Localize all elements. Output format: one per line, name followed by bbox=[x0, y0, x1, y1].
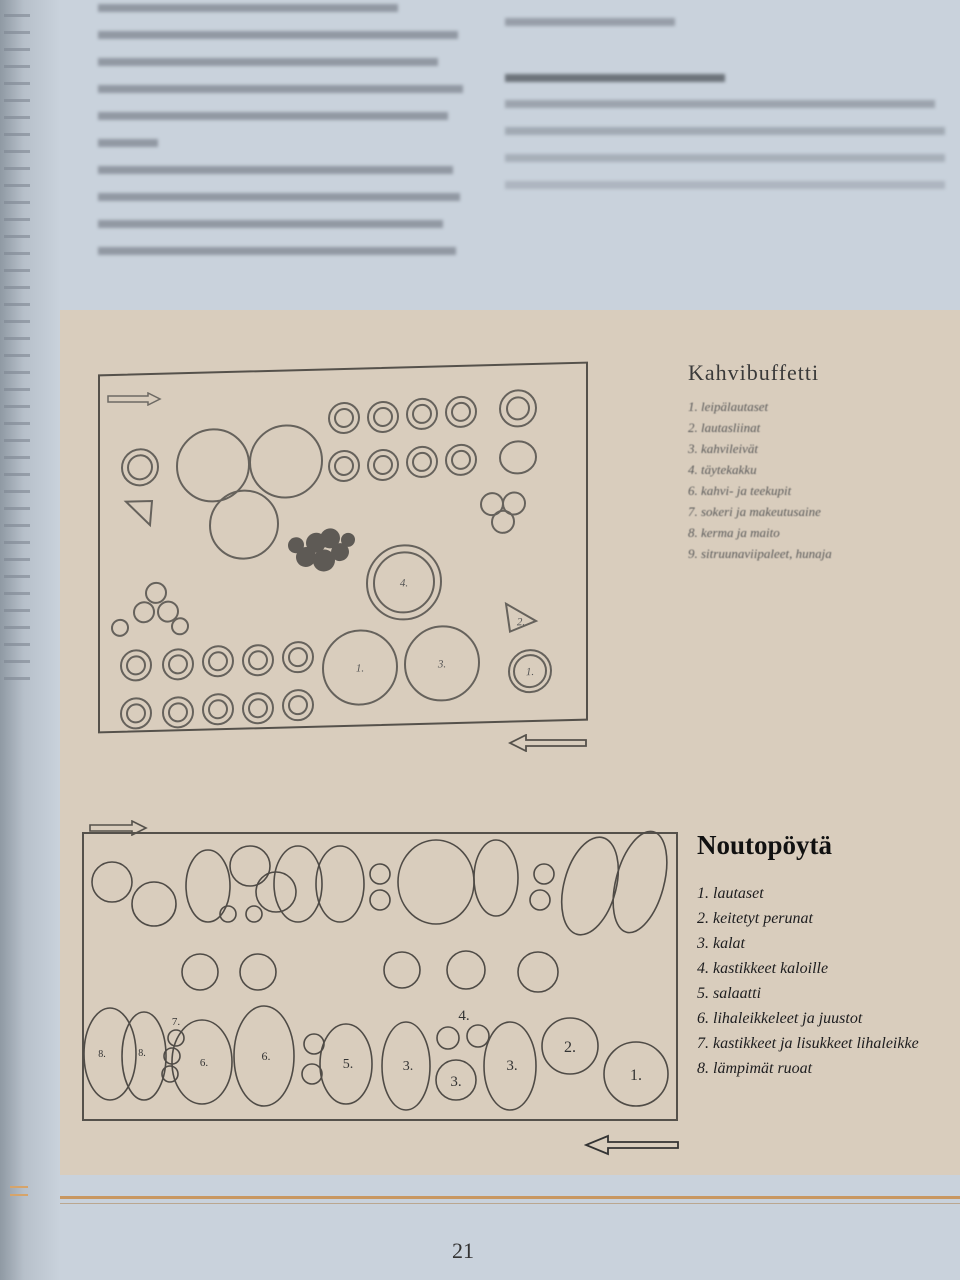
coffee-buffet-list bbox=[688, 396, 832, 564]
plan2-label-1: 1. bbox=[630, 1067, 642, 1084]
legend1-item: 3. kahvileivät bbox=[688, 441, 759, 456]
legend1-item: 4. täytekakku bbox=[688, 462, 757, 477]
legend1-item: 8. kerma ja maito bbox=[688, 525, 780, 540]
plan1-label-2: 2. bbox=[516, 616, 526, 629]
body-text-column-left bbox=[98, 0, 468, 274]
legend2-item: 7. kastikkeet ja lisukkeet lihaleikke bbox=[697, 1035, 919, 1052]
buffet-table-legend bbox=[697, 830, 919, 1081]
plan2-label-3b: 3. bbox=[450, 1074, 462, 1090]
legend1-item: 1. leipälautaset bbox=[688, 399, 769, 414]
plan1-label-3: 3. bbox=[437, 658, 447, 671]
buffet-table-title: Noutopöytä bbox=[697, 830, 833, 860]
plan2-label-8b: 8. bbox=[138, 1048, 146, 1059]
coffee-buffet-diagram bbox=[100, 364, 586, 732]
legend2-item: 8. lämpimät ruoat bbox=[697, 1060, 813, 1077]
body-text-column-right bbox=[505, 0, 955, 189]
facing-page-rule bbox=[10, 1180, 50, 1202]
footer-rule-thin bbox=[60, 1203, 960, 1204]
legend1-item: 6. kahvi- ja teekupit bbox=[688, 483, 792, 498]
exit-arrow-icon bbox=[584, 1134, 680, 1156]
plan2-label-4: 4. bbox=[458, 1008, 470, 1024]
plan2-label-2: 2. bbox=[564, 1039, 576, 1056]
footer-rule bbox=[60, 1196, 960, 1199]
legend2-item: 6. lihaleikkeleet ja juustot bbox=[697, 1010, 863, 1027]
buffet-table-list bbox=[697, 881, 919, 1081]
legend1-item: 9. sitruunaviipaleet, hunaja bbox=[688, 546, 832, 561]
legend2-item: 3. kalat bbox=[697, 935, 745, 952]
cup-row-bottom bbox=[121, 642, 313, 729]
legend2-item: 5. salaatti bbox=[697, 985, 762, 1002]
exit-arrow-icon bbox=[508, 734, 588, 752]
plan1-label-4: 4. bbox=[399, 577, 409, 590]
legend2-item: 2. keitetyt perunat bbox=[697, 910, 813, 927]
plan2-label-7: 7. bbox=[171, 1016, 181, 1028]
plan1-label-1: 1. bbox=[355, 662, 365, 675]
plan1-label-1b: 1. bbox=[525, 665, 535, 679]
legend1-item: 7. sokeri ja makeutusaine bbox=[688, 504, 821, 519]
facing-page-edge bbox=[0, 0, 40, 1200]
legend2-item: 4. kastikkeet kaloille bbox=[697, 960, 829, 977]
coffee-buffet-plan bbox=[98, 362, 588, 734]
plan2-label-3a: 3. bbox=[402, 1059, 414, 1074]
plan2-label-3c: 3. bbox=[506, 1058, 518, 1074]
entry-arrow-icon bbox=[106, 392, 162, 406]
coffee-buffet-legend bbox=[688, 360, 832, 564]
buffet-table-diagram bbox=[84, 834, 676, 1119]
flower-arrangement bbox=[288, 528, 355, 573]
plan2-label-6b: 6. bbox=[261, 1049, 271, 1063]
page-number: 21 bbox=[452, 1238, 474, 1263]
plan2-label-5: 5. bbox=[342, 1057, 354, 1072]
plan2-label-8a: 8. bbox=[98, 1049, 106, 1060]
coffee-buffet-title: Kahvibuffetti bbox=[688, 360, 820, 385]
legend1-item: 2. lautasliinat bbox=[688, 420, 761, 435]
plan2-label-6a: 6. bbox=[199, 1057, 209, 1069]
buffet-table-plan bbox=[82, 832, 678, 1121]
cup-row-top bbox=[329, 390, 536, 481]
legend2-item: 1. lautaset bbox=[697, 885, 764, 902]
